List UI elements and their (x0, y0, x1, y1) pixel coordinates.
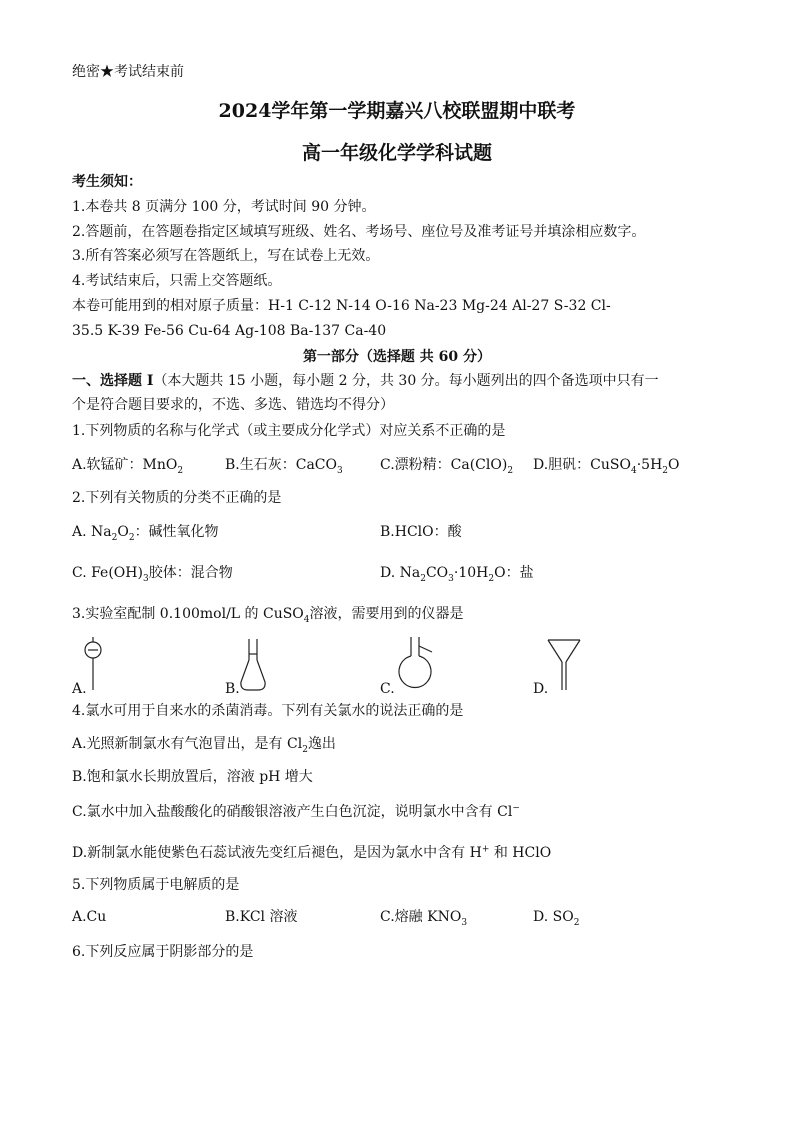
q5-option-b: B.KCl 溶液 (225, 909, 298, 925)
note-item-1: 1.本卷共 8 页满分 100 分，考试时间 90 分钟。 (72, 199, 376, 215)
section-desc-1: （本大题共 15 小题，每小题 2 分，共 30 分。每小题列出的四个备选项中只有一 (153, 373, 659, 389)
q1-option-a: A.软锰矿：MnO$_2$ (72, 457, 184, 476)
note-item-3: 3.所有答案必须写在答题纸上，写在试卷上无效。 (72, 248, 380, 264)
q1-option-d: D.胆矾：$CuSO_4\cdot 5H_2O$ (533, 457, 680, 476)
q3-option-a: A. (72, 681, 87, 697)
section-desc-2: 个是符合题目要求的，不选、多选、错选均不得分） (72, 397, 394, 413)
q2-option-d: D. $Na_2CO_3\cdot 10H_2O$：盐 (380, 565, 534, 584)
section-intro (72, 371, 659, 391)
note-item-4: 4.考试结束后，只需上交答题纸。 (72, 273, 282, 289)
atomic-masses-line-2: 35.5 K-39 Fe-56 Cu-64 Ag-108 Ba-137 Ca-40 (72, 323, 387, 339)
q5-stem: 5.下列物质属于电解质的是 (72, 877, 240, 893)
q4-option-a: A.光照新制氯水有气泡冒出，是有 $Cl_2$逸出 (72, 736, 336, 755)
volumetric-flask-icon (238, 638, 268, 692)
q4-option-b: B.饱和氯水长期放置后，溶液 pH 增大 (72, 769, 313, 785)
q2-option-a: A. $Na_2O_2$：碱性氧化物 (72, 524, 219, 543)
note-item-2: 2.答题前，在答题卷指定区域填写班级、姓名、考场号、座位号及准考证号并填涂相应数字。 (72, 224, 646, 240)
section-title: 一、选择题 I (72, 373, 154, 389)
q2-stem: 2.下列有关物质的分类不正确的是 (72, 490, 282, 506)
part1-heading: 第一部分（选择题 共 60 分） (302, 349, 492, 365)
q5-option-c: C.熔融 $KNO_3$ (380, 909, 468, 928)
exam-title: 2024学年第一学期嘉兴八校联盟期中联考 (218, 100, 576, 122)
q3-option-c: C. (380, 681, 395, 697)
q3-option-b: B. (225, 681, 240, 697)
secret-label: 绝密★考试结束前 (72, 64, 184, 80)
q1-option-c: C.漂粉精：$Ca(ClO)_2$ (380, 457, 514, 476)
atomic-masses-line-1: 本卷可能用到的相对原子质量：H-1 C-12 N-14 O-16 Na-23 Mg-24 Al-27 S-32 Cl- (72, 298, 611, 314)
q5-option-a: A.Cu (72, 909, 107, 925)
q1-stem: 1.下列物质的名称与化学式（或主要成分化学式）对应关系不正确的是 (72, 423, 506, 439)
q3-stem: 3.实验室配制 0.100mol/L 的 CuSO$_4$溶液，需要用到的仪器是 (72, 606, 464, 625)
q5-option-d: D. $SO_2$ (533, 909, 580, 928)
q4-option-d: D.新制氯水能使紫色石蕊试液先变红后褪色，是因为氯水中含有 H+ 和 HClO (72, 844, 552, 861)
q4-stem: 4.氯水可用于自来水的杀菌消毒。下列有关氯水的说法正确的是 (72, 703, 464, 719)
q2-option-c: C. $Fe(OH)_3$胶体：混合物 (72, 565, 233, 584)
distillation-flask-icon (394, 636, 438, 692)
exam-subtitle: 高一年级化学学科试题 (301, 142, 492, 164)
q3-option-d: D. (533, 681, 549, 697)
q4-option-c: C.氯水中加入盐酸酸化的硝酸银溶液产生白色沉淀，说明氯水中含有 Cl− (72, 803, 520, 820)
notes-heading: 考生须知： (72, 174, 142, 190)
funnel-icon (546, 638, 582, 692)
q2-option-b: B.HClO：酸 (380, 524, 462, 540)
q1-option-b: B.生石灰：CaCO$_3$ (225, 457, 343, 476)
q6-stem: 6.下列反应属于阴影部分的是 (72, 944, 254, 960)
